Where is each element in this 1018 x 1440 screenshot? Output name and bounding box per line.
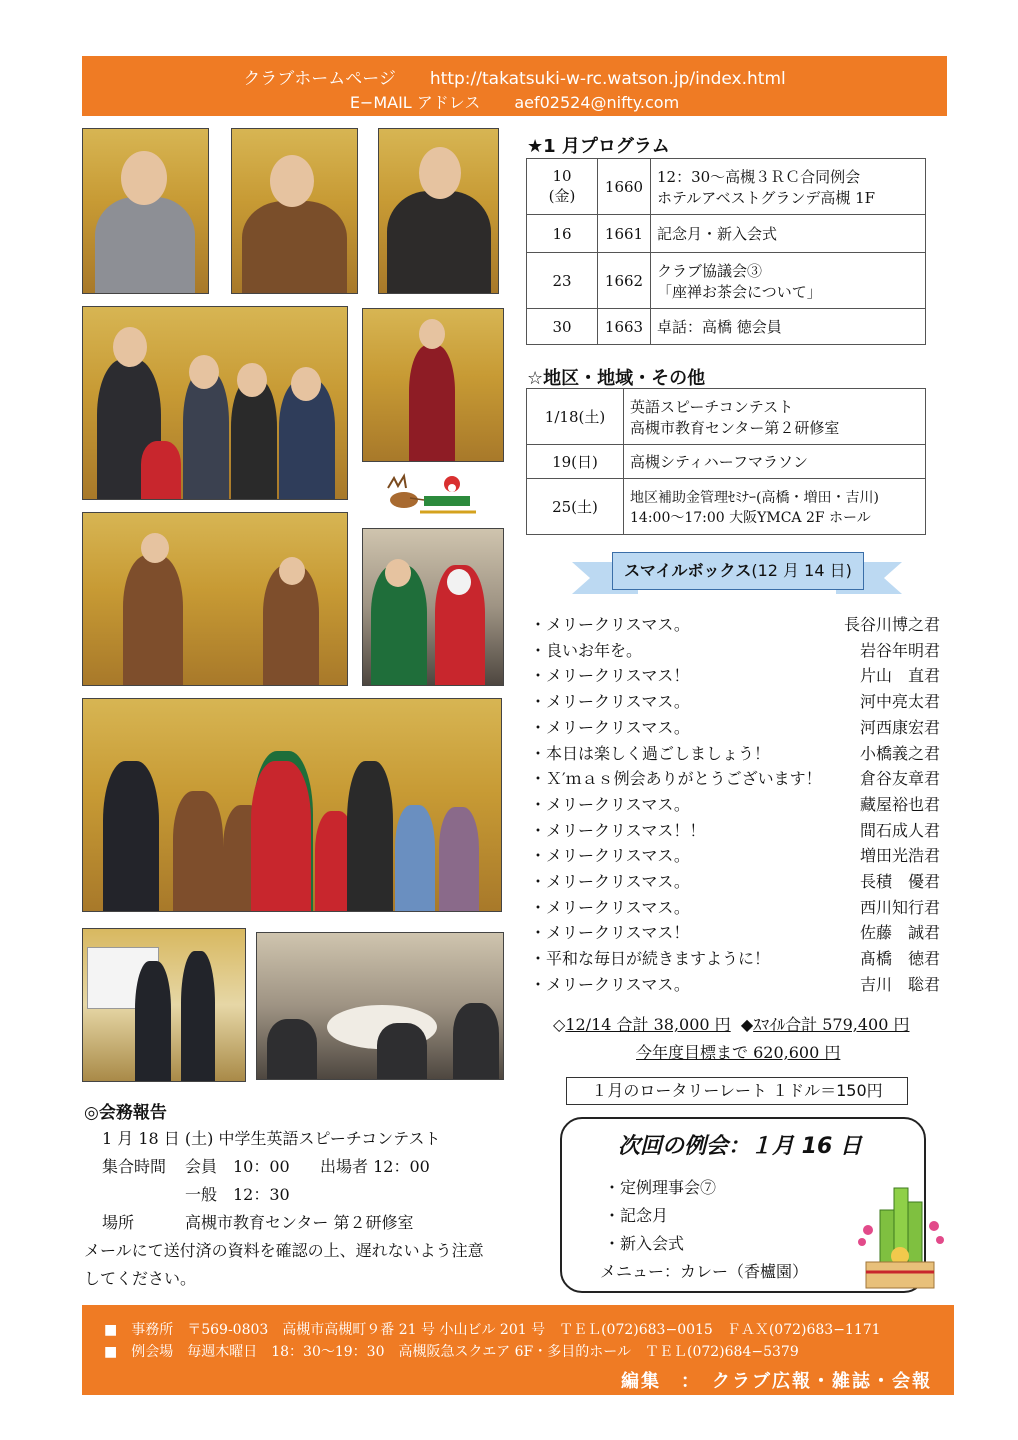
footer-bar [82, 1305, 954, 1395]
smile-message: ・メリークリスマス。 [530, 615, 690, 634]
photo-dinner-tables [256, 932, 504, 1080]
photo-santa-tree [362, 528, 504, 686]
smile-message: ・Ｘ′ｍａｓ例会ありがとうございます！ [530, 769, 822, 789]
smile-member-name: 藏屋裕也君 [859, 794, 940, 814]
smile-message: ・メリークリスマス。 [530, 717, 690, 737]
photo-group-stage [82, 306, 348, 500]
program-title: ★1 月プログラム [527, 136, 670, 157]
smile-message: ・メリークリスマス！ [530, 666, 690, 686]
target-text: 今年度目標まで 620,600 円 [636, 1043, 841, 1062]
smile-member-name: 髙橋 徳君 [859, 949, 940, 969]
program-day: 10 [552, 167, 572, 185]
program-day: 23 [527, 253, 598, 309]
district-line2: 14:00〜17:00 大阪YMCA 2F ホール [630, 509, 871, 526]
district-line1: 高槻シティハーフマラソン [624, 445, 926, 479]
photo-speaker-2 [231, 128, 358, 294]
smile-member-name: 西川知行君 [859, 897, 940, 917]
smile-member-name: 長積 優君 [859, 872, 940, 891]
smile-member-name: 岩谷年明君 [859, 640, 940, 660]
ops-line2-member: 会員 10：00 [185, 1157, 290, 1176]
district-date: 19(日) [527, 445, 624, 479]
next-meeting-item: ・記念月 [604, 1206, 669, 1225]
smile-banner-bold: スマイルボックス [624, 561, 752, 580]
program-table [526, 158, 926, 345]
list-item [530, 689, 940, 715]
footer-editor: 編集 ： クラブ広報・雑誌・会報 [621, 1371, 932, 1392]
ops-line1: 1 月 18 日 (土) 中学生英語スピーチコンテスト [102, 1129, 441, 1148]
list-item [530, 663, 940, 689]
district-line1: 英語スピーチコンテスト [630, 397, 794, 416]
district-date: 25(土) [527, 479, 624, 535]
program-no: 1661 [598, 215, 651, 253]
smile-message: ・メリークリスマス。 [530, 897, 690, 917]
smile-total-amount: ｽﾏｲﾙ合計 579,400 円 [753, 1015, 910, 1034]
district-title: ☆地区・地域・その他 [527, 368, 706, 389]
ops-line2-contestant: 出場者 12：00 [320, 1157, 430, 1176]
table-row [527, 215, 926, 253]
photo-speaker-3 [378, 128, 499, 294]
district-line2: 高槻市教育センター第２研修室 [630, 418, 840, 437]
footer-venue: ■ 例会場 毎週木曜日 18：30〜19：30 高槻阪急スクエア 6F・多目的ホール ＴＥＬ(072)684−5379 [104, 1344, 799, 1360]
target-remaining [636, 1040, 840, 1063]
smile-member-name: 吉川 聡君 [859, 974, 940, 994]
total-prefix: ◇ [553, 1015, 566, 1034]
smile-message: ・メリークリスマス！！ [530, 820, 706, 840]
list-item [530, 741, 940, 767]
homepage-label: クラブホームページ [243, 69, 396, 89]
total-amount: 12/14 合計 38,000 円 [565, 1015, 731, 1034]
smile-message: ・メリークリスマス。 [530, 794, 690, 814]
list-item [530, 638, 940, 664]
rotary-rate: １月のロータリーレート １ドル＝150円 [566, 1077, 908, 1105]
smile-message: ・メリークリスマス。 [530, 846, 690, 866]
smile-banner [572, 552, 902, 602]
list-item [530, 946, 940, 972]
list-item [530, 843, 940, 869]
smile-message: ・本日は楽しく過ごしましょう！ [530, 743, 771, 763]
table-row [527, 309, 926, 345]
next-meeting-title: 次回の例会：１月 16 日 [618, 1134, 862, 1159]
smile-member-name: 河中亮太君 [859, 692, 940, 712]
ops-line3: 一般 12：30 [185, 1185, 290, 1204]
ops-line6: してください。 [84, 1269, 197, 1288]
program-line1: 卓話：高橋 徳会員 [651, 309, 926, 345]
list-item [530, 818, 940, 844]
ops-line5: メールにて送付済の資料を確認の上、遅れないよう注意 [84, 1241, 484, 1260]
program-day: 30 [527, 309, 598, 345]
ops-line4-place: 高槻市教育センター 第２研修室 [185, 1213, 414, 1232]
photo-reindeer-dance [82, 512, 348, 686]
list-item [530, 895, 940, 921]
smile-member-name: 佐藤 誠君 [859, 923, 940, 943]
smile-message: ・メリークリスマス！ [530, 923, 690, 943]
smile-totals [553, 1012, 910, 1035]
next-meeting-item: ・新入会式 [604, 1234, 685, 1253]
list-item [530, 766, 940, 792]
kadomatsu-icon [850, 1180, 950, 1292]
table-row [527, 159, 926, 215]
header-bar [82, 56, 947, 116]
district-line1: 地区補助金管理ｾﾐﾅｰ(高橋・増田・吉川) [630, 489, 879, 506]
homepage-url[interactable]: http://takatsuki-w-rc.watson.jp/index.html [429, 69, 786, 89]
smile-member-name: 倉谷友章君 [859, 769, 940, 789]
smile-message: ・平和な毎日が続きますように！ [530, 949, 771, 969]
list-item [530, 612, 940, 638]
photo-game-board [82, 928, 246, 1082]
program-line2: 「座禅お茶会について」 [657, 282, 822, 301]
smile-banner-label [612, 552, 864, 590]
smile-message: ・良いお年を。 [530, 640, 643, 660]
program-line1: クラブ協議会③ [657, 261, 763, 280]
photo-magician [362, 308, 504, 462]
smile-message: ・メリークリスマス。 [530, 872, 690, 891]
smile-member-name: 河西康宏君 [859, 717, 940, 737]
ops-line2-label: 集合時間 [102, 1157, 167, 1176]
footer-office: ■ 事務所 〒569-0803 高槻市高槻町９番 21 号 小山ビル 201 号 ＴＥＬ(072)683−0015 ＦＡＸ(072)683−1171 [104, 1322, 881, 1338]
district-date: 1/18(土) [527, 389, 624, 445]
program-day: 16 [527, 215, 598, 253]
santa-sleigh-icon [384, 470, 482, 518]
photo-speaker-1 [82, 128, 209, 294]
list-item [530, 920, 940, 946]
table-row [527, 253, 926, 309]
smile-banner-date: (12 月 14 日) [751, 561, 852, 580]
smile-message: ・メリークリスマス。 [530, 974, 690, 994]
next-meeting-menu: メニュー：カレー（香櫨園） [600, 1262, 809, 1281]
smile-member-name: 小橋義之君 [859, 743, 940, 763]
program-line1: 12：30〜高槻３ＲＣ合同例会 [657, 167, 861, 186]
next-meeting-item: ・定例理事会⑦ [604, 1178, 717, 1197]
smile-total-prefix: ◆ [740, 1015, 754, 1034]
smile-member-name: 間石成人君 [859, 820, 940, 840]
table-row [527, 445, 926, 479]
smile-member-name: 増田光浩君 [859, 846, 940, 866]
smile-message: ・メリークリスマス。 [530, 692, 690, 712]
photo-group-santa [82, 698, 502, 912]
smile-member-name: 長谷川博之君 [843, 615, 940, 634]
ops-title: ◎会務報告 [84, 1103, 167, 1123]
list-item [530, 972, 940, 998]
program-line1: 記念月・新入会式 [651, 215, 926, 253]
table-row [527, 389, 926, 445]
district-table [526, 388, 926, 535]
smile-member-name: 片山 直君 [859, 666, 940, 686]
ops-line4-label: 場所 [102, 1213, 135, 1232]
program-no: 1663 [598, 309, 651, 345]
list-item [530, 869, 940, 895]
program-weekday: (金) [548, 187, 576, 205]
table-row [527, 479, 926, 535]
list-item [530, 715, 940, 741]
program-no: 1662 [598, 253, 651, 309]
email-address[interactable]: aef02524@nifty.com [514, 93, 680, 112]
list-item [530, 792, 940, 818]
program-no: 1660 [598, 159, 651, 215]
email-label: E−MAIL アドレス [349, 93, 481, 112]
program-line2: ホテルアベストグランデ高槻 1F [657, 188, 876, 207]
